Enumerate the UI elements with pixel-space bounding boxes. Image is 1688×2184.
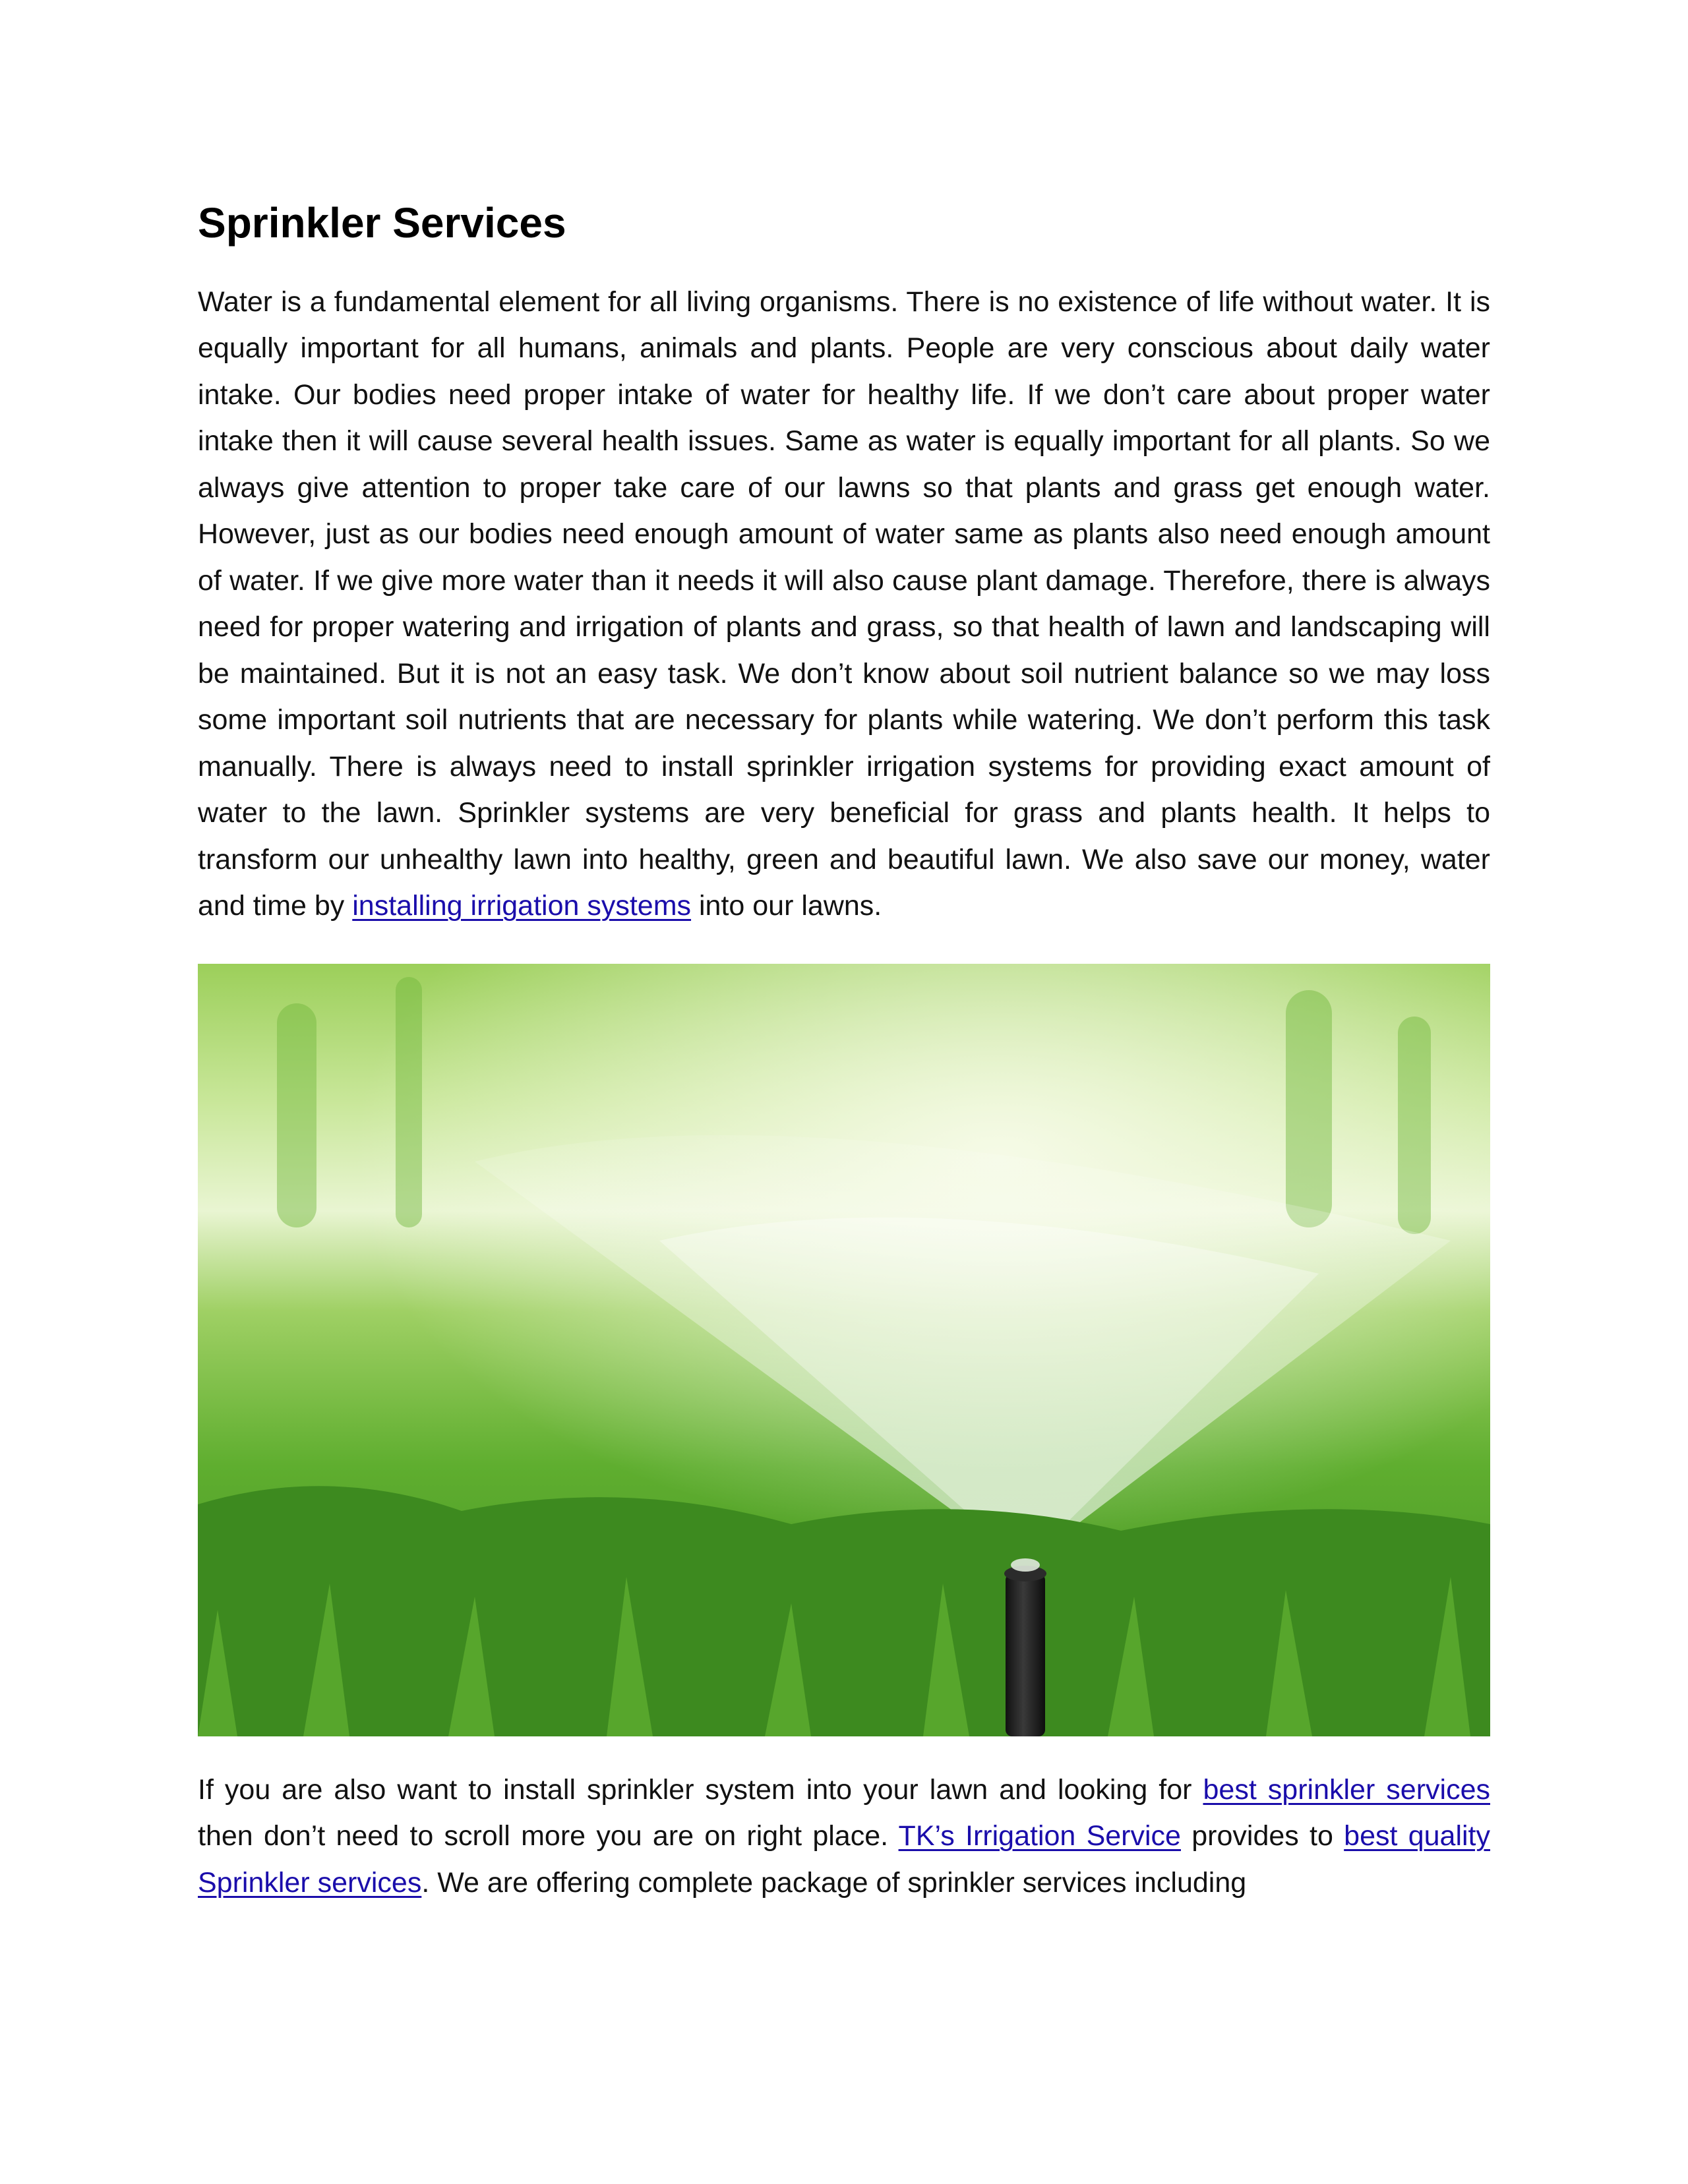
- best-quality-sprinkler-services-link[interactable]: best quality Sprinkler services: [198, 1820, 1491, 1899]
- installing-irrigation-systems-link[interactable]: installing irrigation systems: [352, 890, 692, 922]
- intro-paragraph: [198, 279, 1490, 930]
- lawn-sprinkler-illustration: [198, 964, 1490, 1736]
- services-paragraph-part4: . We are offering complete package of sprinkler services including: [421, 1866, 1247, 1899]
- intro-paragraph-text: Water is a fundamental element for all living organisms. There is no existence of life without water. It is equally important for all humans, animals and plants. People are very conscious about daily water intake. Our bodies need proper intake of water for healthy life. If we don’t care about proper water intake then it will cause several health issues. Same as water is equally important for all plants. So we always give attention to proper take care of our lawns so that plants and grass get enough water. However, just as our bodies need enough amount of water same as plants also need enough amount of water. If we give more water than it needs it will also cause plant damage. Therefore, there is always need for proper watering and irrigation of plants and grass, so that health of lawn and landscaping will be maintained. But it is not an easy task. We don’t know about soil nutrient balance so we may loss some important soil nutrients that are necessary for plants while watering. We don’t perform this task manually. There is always need to install sprinkler irrigation systems for providing exact amount of water to the lawn. Sprinkler systems are very beneficial for grass and plants health. It helps to transform our unhealthy lawn into healthy, green and beautiful lawn. We also save our money, water and time by: [198, 285, 1490, 922]
- services-paragraph-part2: then don’t need to scroll more you are on right place.: [198, 1820, 899, 1852]
- document-content: [198, 198, 1490, 1906]
- services-paragraph: [198, 1767, 1490, 1906]
- page-title: Sprinkler Services: [198, 199, 566, 247]
- tks-irrigation-service-link[interactable]: TK’s Irrigation Service: [898, 1820, 1181, 1852]
- intro-paragraph-tail: into our lawns.: [691, 890, 882, 922]
- sprinkler-photo: [198, 964, 1490, 1736]
- services-paragraph-part1: If you are also want to install sprinkler system into your lawn and looking for: [198, 1773, 1203, 1806]
- best-sprinkler-services-link[interactable]: best sprinkler services: [1203, 1773, 1490, 1806]
- services-paragraph-part3: provides to: [1180, 1820, 1344, 1852]
